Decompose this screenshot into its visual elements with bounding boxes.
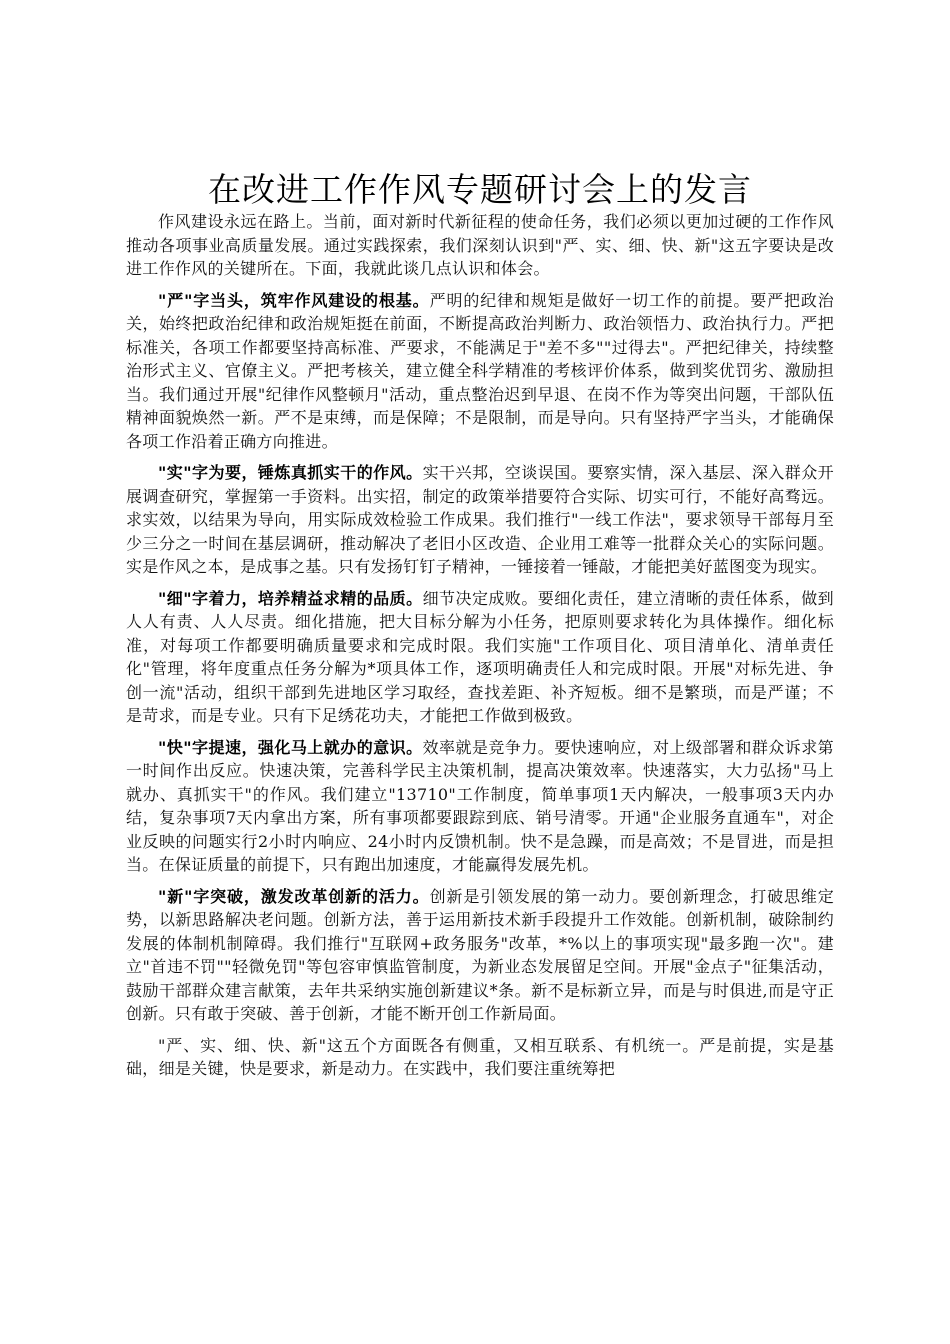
- section-strict: [126, 289, 834, 454]
- section-body: 创新是引领发展的第一动力。要创新理念，打破思维定势，以新思路解决老问题。创新方法，善于运用新技术新手段提升工作效能。创新机制，破除制约发展的体制机制障碍。我们推行"互联网+政务服务"改革，*%以上的事项实现"最多跑一次"。建立"首违不罚""轻微免罚"等包容审慎监管制度，为新业态发展留足空间。开展"金点子"征集活动，鼓励干部群众建言献策，去年共采纳实施创新建议*条。新不是标新立异，而是与时俱进,而是守正创新。只有敢于突破、善于创新，才能不断开创工作新局面。: [126, 886, 834, 1023]
- document-title: 在改进工作作风专题研讨会上的发言: [208, 170, 752, 209]
- section-body: 严明的纪律和规矩是做好一切工作的前提。要严把政治关，始终把政治纪律和政治规矩挺在前面，不断提高政治判断力、政治领悟力、政治执行力。严把标准关，各项工作都要坚持高标准、严要求，不能满足于"差不多""过得去"。严把纪律关，持续整治形式主义、官僚主义。严把考核关，建立健全科学精准的考核评价体系，做到奖优罚劣、激励担当。我们通过开展"纪律作风整顿月"活动，重点整治迟到早退、在岗不作为等突出问题，干部队伍精神面貌焕然一新。严不是束缚，而是保障；不是限制，而是导向。只有坚持严字当头，才能确保各项工作沿着正确方向推进。: [126, 290, 834, 451]
- section-fast: [126, 736, 834, 877]
- intro-paragraph: 作风建设永远在路上。当前，面对新时代新征程的使命任务，我们必须以更加过硬的工作作风推动各项事业高质量发展。通过实践探索，我们深刻认识到"严、实、细、快、新"这五字要诀是改进工作作风的关键所在。下面，我就此谈几点认识和体会。: [126, 212, 834, 278]
- section-detail: [126, 587, 834, 728]
- section-heading: "细"字着力，培养精益求精的品质。: [158, 588, 423, 608]
- closing-paragraph: "严、实、细、快、新"这五个方面既各有侧重，又相互联系、有机统一。严是前提，实是基础，细是关键，快是要求，新是动力。在实践中，我们要注重统筹把: [126, 1035, 834, 1078]
- section-body: 细节决定成败。要细化责任，建立清晰的责任体系，做到人人有责、人人尽责。细化措施，把大目标分解为小任务，把原则要求转化为具体操作。细化标准，对每项工作都要明确质量要求和完成时限。我们实施"工作项目化、项目清单化、清单责任化"管理，将年度重点任务分解为*项具体工作，逐项明确责任人和完成时限。开展"对标先进、争创一流"活动，组织干部到先进地区学习取经，查找差距、补齐短板。细不是繁琐，而是严谨；不是苛求，而是专业。只有下足绣花功夫，才能把工作做到极致。: [126, 588, 834, 725]
- section-body: 效率就是竞争力。要快速响应，对上级部署和群众诉求第一时间作出反应。快速决策，完善科学民主决策机制，提高决策效率。快速落实，大力弘扬"马上就办、真抓实干"的作风。我们建立"13710"工作制度，简单事项1天内解决，一般事项3天内办结，复杂事项7天内拿出方案，所有事项都要跟踪到底、销号清零。开通"企业服务直通车"，对企业反映的问题实行2小时内响应、24小时内反馈机制。快不是急躁，而是高效；不是冒进，而是担当。在保证质量的前提下，只有跑出加速度，才能赢得发展先机。: [126, 737, 834, 874]
- section-new: [126, 885, 834, 1026]
- section-heading: "新"字突破，激发改革创新的活力。: [158, 886, 430, 906]
- section-heading: "严"字当头，筑牢作风建设的根基。: [158, 290, 430, 310]
- section-body: 实干兴邦，空谈误国。要察实情，深入基层、深入群众开展调查研究，掌握第一手资料。出实招，制定的政策举措要符合实际、切实可行，不能好高骛远。求实效，以结果为导向，用实际成效检验工作成果。我们推行"一线工作法"，要求领导干部每月至少三分之一时间在基层调研，推动解决了老旧小区改造、企业用工难等一批群众关心的实际问题。实是作风之本，是成事之基。只有发扬钉钉子精神，一锤接着一锤敲，才能把美好蓝图变为现实。: [126, 463, 834, 576]
- section-heading: "快"字提速，强化马上就办的意识。: [158, 737, 423, 757]
- section-heading: "实"字为要，锤炼真抓实干的作风。: [158, 463, 423, 482]
- section-solid: [126, 461, 834, 579]
- document-page: [126, 170, 834, 1089]
